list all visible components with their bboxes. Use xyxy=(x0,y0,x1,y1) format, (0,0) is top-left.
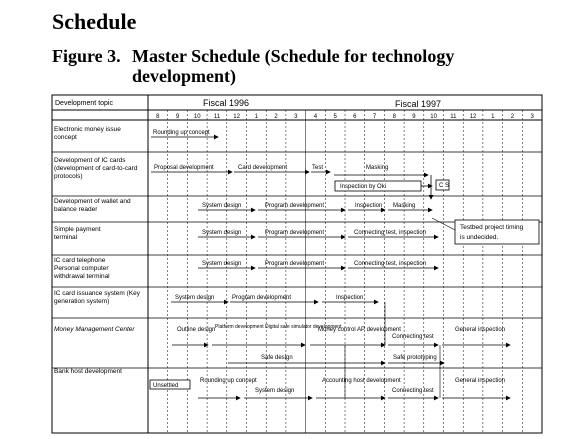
month-header xyxy=(156,110,534,433)
task-bars xyxy=(150,130,539,398)
task-label: Inspection xyxy=(336,295,364,301)
month-label: 11 xyxy=(213,114,221,120)
task-label: Program development xyxy=(265,203,325,209)
row-label: Development of IC cards (development of card-to-card protocols) xyxy=(54,157,138,180)
month-label: 4 xyxy=(313,114,318,120)
task-label: Connecting test, inspection xyxy=(354,261,427,267)
task-label: Platform development Digital safe simulator development xyxy=(215,324,342,330)
row-labels xyxy=(53,126,141,375)
task-label: Connecting test xyxy=(392,334,434,340)
task-label: System design xyxy=(175,295,215,301)
month-label: 12 xyxy=(469,114,477,120)
task-label: Inspection by Oki xyxy=(340,184,387,190)
task-label: System design xyxy=(202,203,242,209)
task-label: General inspection xyxy=(455,378,506,384)
task-label: System design xyxy=(255,388,295,394)
task-label: Program development xyxy=(232,295,292,301)
month-label: 12 xyxy=(233,114,240,120)
testbed-note-line1: Testbed project timing xyxy=(460,224,524,231)
month-label: 1 xyxy=(491,114,495,120)
page-title: Schedule xyxy=(52,9,137,34)
task-label: Inspection xyxy=(355,203,383,209)
row-label: Money Management Center xyxy=(54,326,135,333)
month-label: 7 xyxy=(372,114,377,120)
task-label: Connecting test, inspection xyxy=(354,230,427,236)
task-label: Card development xyxy=(238,165,288,171)
month-label: 8 xyxy=(156,114,160,120)
task-label: Safe prototyping xyxy=(393,355,437,361)
task-label: System design xyxy=(202,230,242,236)
month-label: 3 xyxy=(530,114,534,120)
row-label: Simple payment terminal xyxy=(54,226,101,241)
task-label: C S xyxy=(439,183,450,189)
row-label: Electronic money issue concept xyxy=(54,126,121,141)
month-label: 5 xyxy=(333,114,337,120)
task-label: Program development xyxy=(265,230,325,236)
task-label: Program development xyxy=(265,261,325,267)
month-label: 2 xyxy=(274,114,278,120)
month-label: 11 xyxy=(450,114,457,120)
task-label: Unsettled xyxy=(153,383,179,389)
task-label: Proposal development xyxy=(154,165,214,171)
row-label: IC card telephone Personal computer withdrawal terminal xyxy=(54,257,110,280)
task-label: General inspection xyxy=(455,327,506,333)
row-label: Bank host development xyxy=(54,368,122,375)
task-label: Connecting test xyxy=(392,388,434,394)
figure-title-line2: development) xyxy=(132,66,236,86)
task-label: Masking xyxy=(393,203,416,209)
task-label: Masking xyxy=(366,165,389,171)
row-label: IC card issuance system (Key generation system) xyxy=(54,290,140,305)
task-label: Safe design xyxy=(261,355,293,361)
task-label: Money control AP development xyxy=(318,327,401,333)
task-label: Accounting host development xyxy=(322,378,401,384)
month-label: 2 xyxy=(510,114,515,120)
figure-number: Figure 3. xyxy=(52,46,121,66)
task-label: Rounding up concept xyxy=(153,130,210,136)
fiscal-1997-label: Fiscal 1997 xyxy=(395,99,442,109)
month-label: 10 xyxy=(430,114,437,120)
task-label: Test xyxy=(312,165,324,171)
row-dividers xyxy=(52,152,542,368)
month-label: 6 xyxy=(353,114,357,120)
month-label: 10 xyxy=(193,114,201,120)
task-label: System design xyxy=(202,261,242,267)
month-label: 1 xyxy=(254,114,259,120)
testbed-note-line2: is undecided. xyxy=(460,234,499,241)
corner-label: Development topic xyxy=(55,100,113,107)
month-label: 8 xyxy=(392,114,396,120)
row-label: Development of wallet and balance reader xyxy=(54,198,131,213)
figure-title-line1: Master Schedule (Schedule for technology xyxy=(132,46,455,66)
fiscal-1996-label: Fiscal 1996 xyxy=(203,98,250,108)
month-label: 9 xyxy=(412,114,416,120)
month-label: 9 xyxy=(175,114,180,120)
task-label: Outline design xyxy=(177,327,216,333)
month-label: 3 xyxy=(294,114,298,120)
task-label: Rounding up concept xyxy=(200,378,257,384)
